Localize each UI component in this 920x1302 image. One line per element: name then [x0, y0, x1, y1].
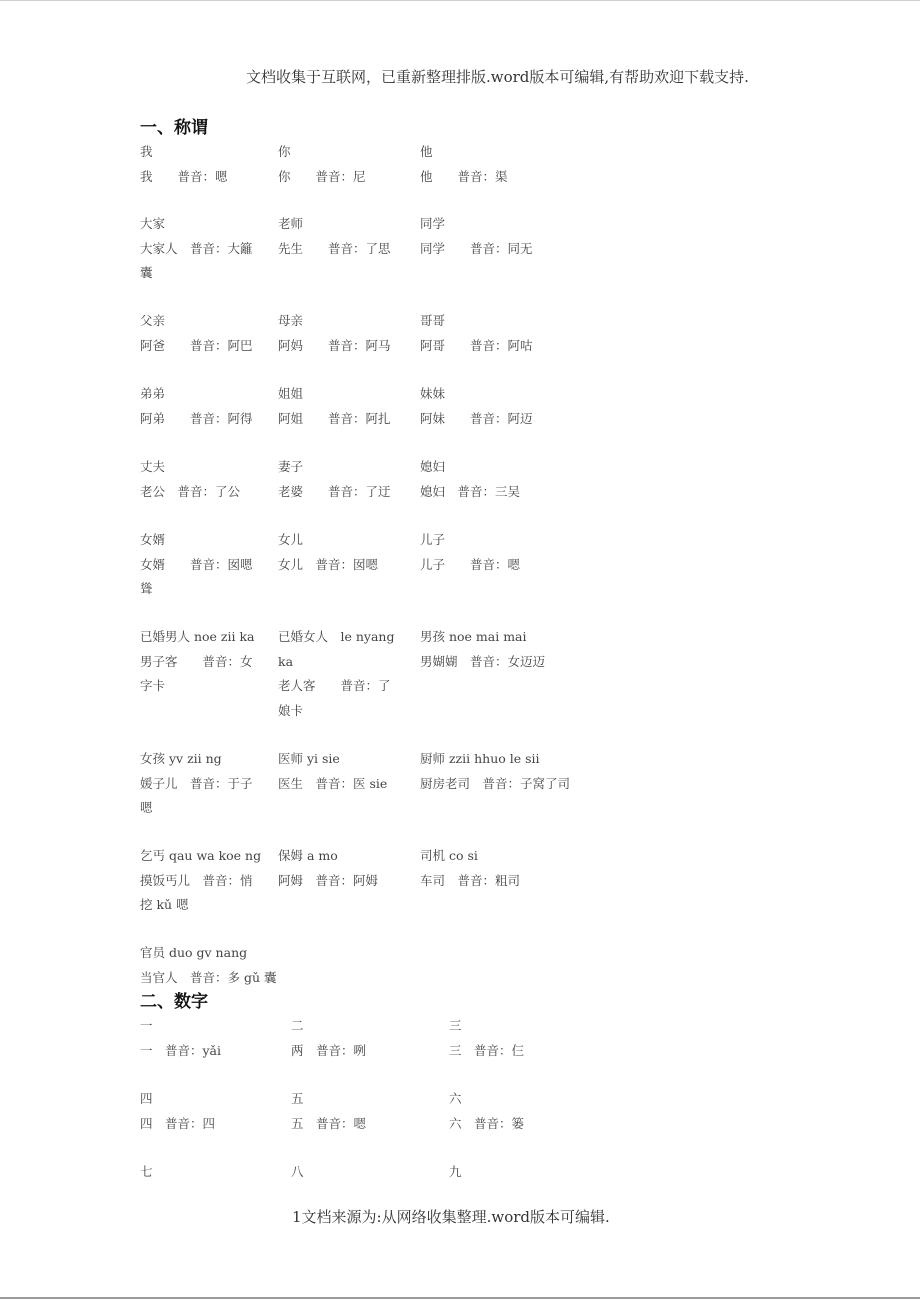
page-header: 文档收集于互联网，已重新整理排版.word版本可编辑,有帮助欢迎下载支持. [246, 68, 749, 86]
term-pronunciation: 阿妈 普音：阿马 [278, 337, 391, 353]
term-pronunciation: 挖 kǔ 嗯 [140, 897, 189, 912]
term-entry [420, 528, 542, 577]
term-label: 一 [140, 1018, 153, 1033]
term-label: 女儿 [278, 532, 304, 547]
term-pronunciation: 阿姐 普音：阿扎 [278, 410, 391, 426]
term-pronunciation: 媛子儿 普音：于子 [140, 775, 253, 791]
term-label: 母亲 [278, 313, 304, 328]
term-pronunciation: 老公 普音：了公 [140, 483, 241, 499]
term-label: 二 [291, 1018, 304, 1033]
term-pronunciation: 两 普音：咧 [291, 1042, 367, 1058]
term-entry [278, 309, 400, 358]
term-pronunciation: 囊 [140, 265, 153, 280]
term-label: 他 [420, 144, 433, 159]
term-label: 我 [140, 144, 153, 159]
term-pronunciation: 男子客 普音：女 [140, 653, 253, 669]
term-label: 乞丐 qau wa koe ng [140, 848, 262, 863]
term-pronunciation: 老婆 普音：了迂 [278, 483, 391, 499]
term-pronunciation: 我 普音：嗯 [140, 168, 228, 184]
term-pronunciation: 车司 普音：粗司 [420, 872, 521, 888]
term-entry [420, 625, 546, 674]
term-label: 六 [449, 1091, 462, 1106]
term-pronunciation: 先生 普音：了思 [278, 240, 391, 256]
term-label: 七 [140, 1164, 153, 1179]
term-entry [291, 1160, 431, 1185]
term-entry [278, 625, 400, 723]
term-label: 厨师 zzii hhuo le sii [420, 751, 540, 766]
term-label: 父亲 [140, 313, 166, 328]
term-entry [140, 528, 262, 602]
term-label: 女婿 [140, 532, 166, 547]
term-label: 女孩 yv zii ng [140, 751, 222, 766]
term-entry [140, 1014, 280, 1063]
term-entry [140, 941, 277, 990]
term-pronunciation: 女婿 普音：囡嗯 [140, 556, 253, 572]
term-pronunciation: 同学 普音：同无 [420, 240, 533, 256]
term-pronunciation: 嗯 [140, 800, 153, 815]
term-entry [291, 1087, 431, 1136]
term-pronunciation: 摸饭丐儿 普音：悄 [140, 872, 253, 888]
bottom-rule [0, 1297, 920, 1299]
term-entry [420, 309, 542, 358]
term-label: 保姆 a mo [278, 848, 338, 863]
term-pronunciation: 儿子 普音：嗯 [420, 556, 521, 572]
term-pronunciation: 医生 普音：医 sie [278, 775, 388, 791]
term-label: 媳妇 [420, 459, 446, 474]
term-entry [278, 844, 400, 893]
term-label: 哥哥 [420, 313, 446, 328]
term-label: 大家 [140, 216, 166, 231]
term-entry [140, 140, 262, 189]
term-entry [420, 455, 542, 504]
term-pronunciation: 他 普音：渠 [420, 168, 508, 184]
term-pronunciation: 三 普音：仨 [449, 1042, 525, 1058]
top-rule [0, 0, 920, 1]
term-label: 儿子 [420, 532, 446, 547]
term-entry [420, 382, 542, 431]
term-entry [420, 212, 542, 261]
term-entry [140, 844, 262, 918]
term-entry [278, 455, 400, 504]
term-pronunciation: 五 普音：嗯 [291, 1115, 367, 1131]
term-label: 已婚女人 le nyang [278, 629, 395, 644]
page-footer: 1文档来源为:从网络收集整理.word版本可编辑. [292, 1208, 610, 1226]
term-pronunciation: 女儿 普音：囡嗯 [278, 556, 379, 572]
term-pronunciation: 厨房老司 普音：子窝了司 [420, 775, 571, 791]
term-label: 你 [278, 144, 291, 159]
term-pronunciation: 字卡 [140, 678, 166, 693]
term-entry [449, 1087, 589, 1136]
term-pronunciation: 媳妇 普音：三吴 [420, 483, 521, 499]
term-entry [140, 309, 262, 358]
term-label: 官员 duo gv nang [140, 945, 248, 960]
term-pronunciation: 四 普音：四 [140, 1115, 216, 1131]
term-entry [278, 747, 400, 796]
term-pronunciation: ka [278, 653, 294, 669]
term-label: 九 [449, 1164, 462, 1179]
term-pronunciation: 阿爸 普音：阿巴 [140, 337, 253, 353]
term-pronunciation: 大家人 普音：大籬 [140, 240, 253, 256]
term-label: 妻子 [278, 459, 304, 474]
term-entry [140, 747, 262, 821]
term-label: 五 [291, 1091, 304, 1106]
term-entry [140, 1087, 280, 1136]
term-entry [140, 382, 262, 431]
term-label: 已婚男人 noe zii ka [140, 629, 255, 644]
term-entry [140, 625, 262, 699]
term-entry [140, 1160, 280, 1185]
term-pronunciation: 六 普音：篓 [449, 1115, 525, 1131]
term-entry [278, 382, 400, 431]
term-pronunciation: 阿妹 普音：阿迈 [420, 410, 533, 426]
term-label: 妹妹 [420, 386, 446, 401]
term-entry [278, 528, 400, 577]
term-pronunciation: 阿姆 普音：阿姆 [278, 872, 379, 888]
term-entry [449, 1014, 589, 1063]
term-entry [140, 455, 262, 504]
term-label: 弟弟 [140, 386, 166, 401]
term-pronunciation: 娘卡 [278, 702, 304, 718]
term-label: 四 [140, 1091, 153, 1106]
term-label: 老师 [278, 216, 304, 231]
term-label: 八 [291, 1164, 304, 1179]
term-entry [420, 844, 542, 893]
section-title: 二、数字 [140, 992, 208, 1012]
term-entry [420, 140, 542, 189]
term-label: 三 [449, 1018, 462, 1033]
term-pronunciation: 一 普音：yǎi [140, 1042, 222, 1058]
term-entry [291, 1014, 431, 1063]
term-label: 男孩 noe mai mai [420, 629, 527, 644]
term-pronunciation: 当官人 普音：多 gǔ 囊 [140, 969, 277, 985]
term-pronunciation: 阿弟 普音：阿得 [140, 410, 253, 426]
term-label: 同学 [420, 216, 446, 231]
section-title: 一、称谓 [140, 118, 208, 138]
term-pronunciation: 聳 [140, 581, 153, 596]
term-label: 姐姐 [278, 386, 304, 401]
term-label: 丈夫 [140, 459, 166, 474]
term-label: 医师 yi sie [278, 751, 340, 766]
term-pronunciation: 老人客 普音：了 [278, 678, 391, 693]
term-entry [278, 140, 400, 189]
term-pronunciation: 阿哥 普音：阿咕 [420, 337, 533, 353]
term-pronunciation: 男媩媩 普音：女迈迈 [420, 653, 546, 669]
term-entry [420, 747, 571, 796]
term-entry [140, 212, 262, 286]
term-entry [449, 1160, 589, 1185]
term-label: 司机 co si [420, 848, 478, 863]
term-pronunciation: 你 普音：尼 [278, 168, 366, 184]
term-entry [278, 212, 400, 261]
